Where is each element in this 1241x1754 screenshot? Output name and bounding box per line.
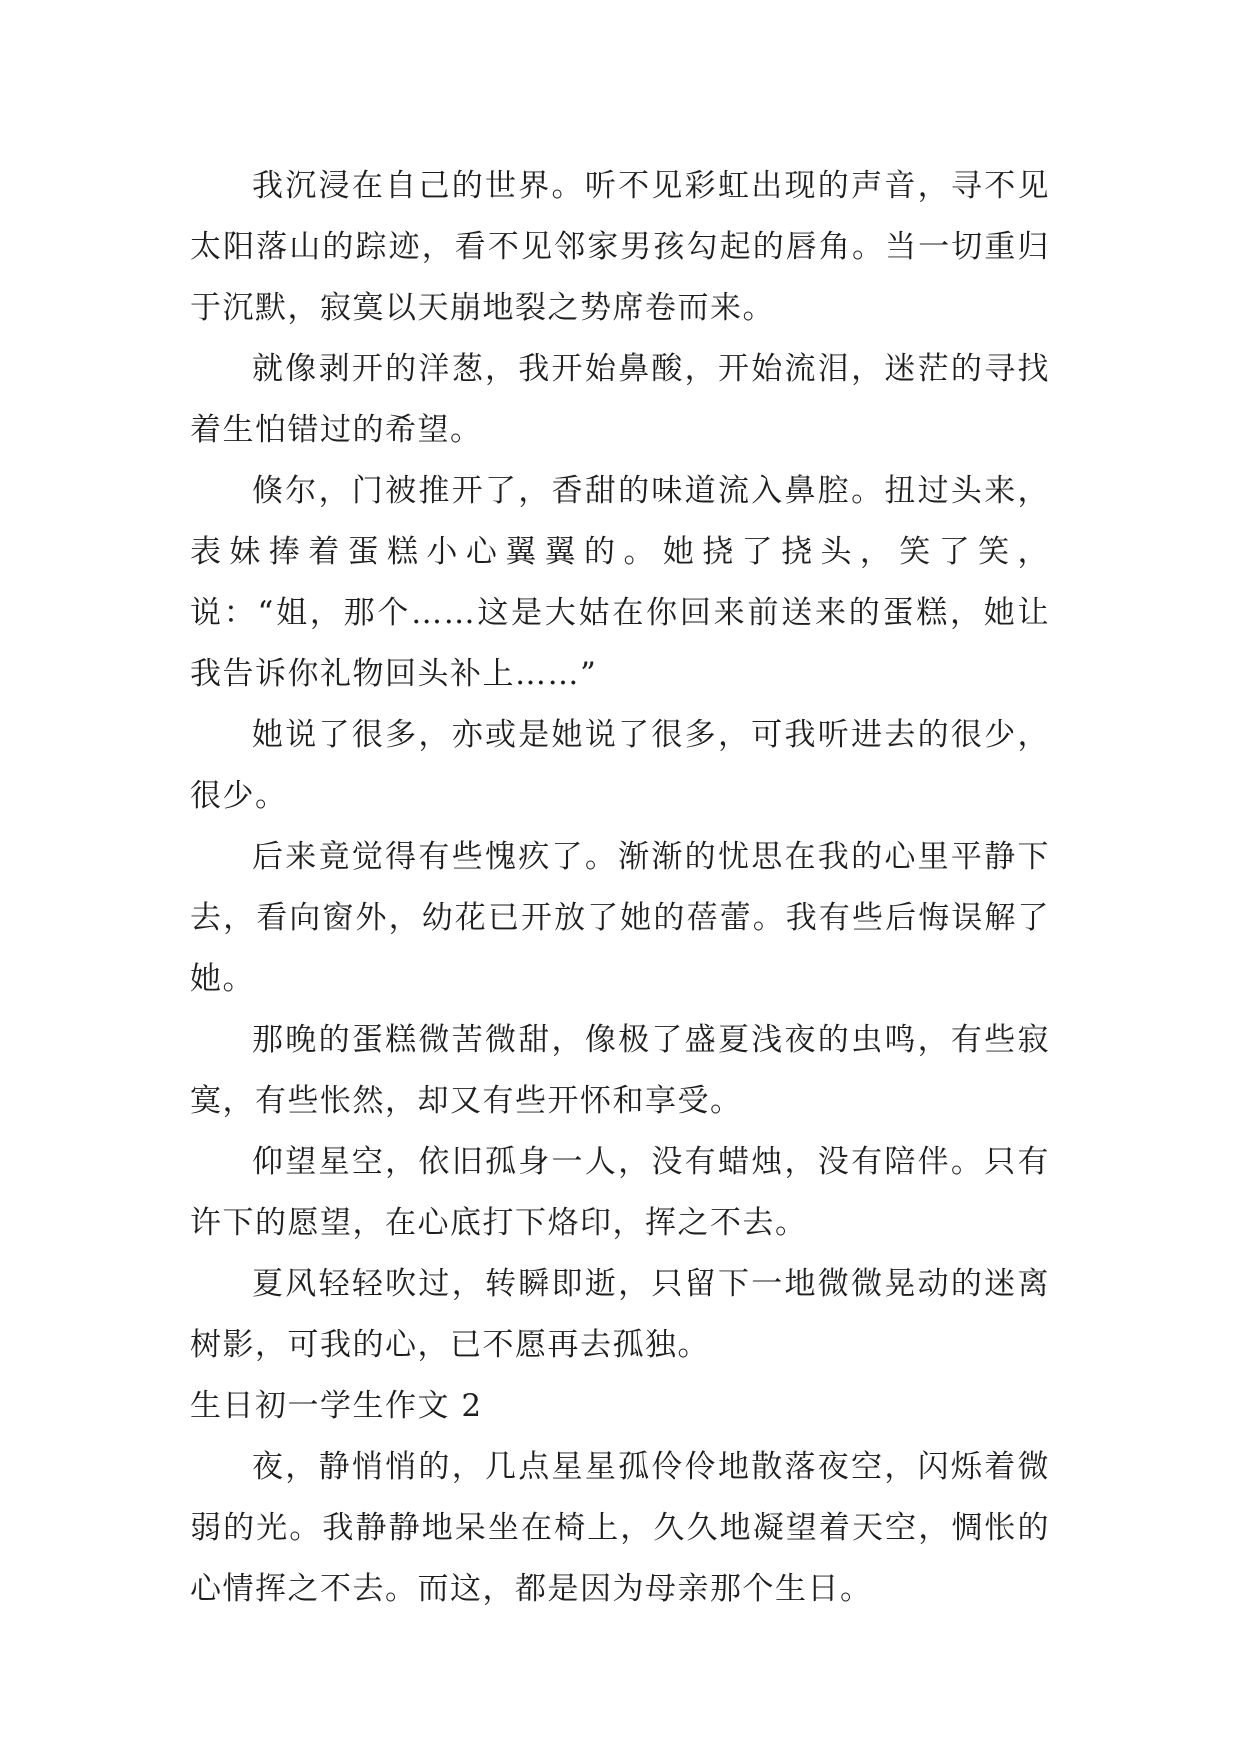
paragraph: 倏尔，门被推开了，香甜的味道流入鼻腔。扭过头来，表妹捧着蛋糕小心翼翼的。她挠了挠头，笑了笑，说：“姐，那个……这是大姑在你回来前送来的蛋糕，她让我告诉你礼物回头补上……” (190, 473, 1050, 692)
document-body (190, 156, 1050, 1620)
paragraph: 那晚的蛋糕微苦微甜，像极了盛夏浅夜的虫鸣，有些寂寞，有些怅然，却又有些开怀和享受。 (190, 1022, 1050, 1119)
section-heading: 生日初一学生作文 2 (190, 1388, 483, 1424)
paragraph: 夜，静悄悄的，几点星星孤伶伶地散落夜空，闪烁着微弱的光。我静静地呆坐在椅上，久久地凝望着天空，惆怅的心情挥之不去。而这，都是因为母亲那个生日。 (190, 1449, 1050, 1607)
paragraph: 夏风轻轻吹过，转瞬即逝，只留下一地微微晃动的迷离树影，可我的心，已不愿再去孤独。 (190, 1266, 1050, 1363)
paragraph: 我沉浸在自己的世界。听不见彩虹出现的声音，寻不见太阳落山的踪迹，看不见邻家男孩勾起的唇角。当一切重归于沉默，寂寞以天崩地裂之势席卷而来。 (190, 168, 1050, 326)
paragraph: 她说了很多，亦或是她说了很多，可我听进去的很少，很少。 (190, 717, 1050, 814)
paragraph: 仰望星空，依旧孤身一人，没有蜡烛，没有陪伴。只有许下的愿望，在心底打下烙印，挥之不去。 (190, 1144, 1050, 1241)
paragraph: 后来竟觉得有些愧疚了。渐渐的忧思在我的心里平静下去，看向窗外，幼花已开放了她的蓓蕾。我有些后悔误解了她。 (190, 839, 1050, 997)
paragraph: 就像剥开的洋葱，我开始鼻酸，开始流泪，迷茫的寻找着生怕错过的希望。 (190, 351, 1050, 448)
